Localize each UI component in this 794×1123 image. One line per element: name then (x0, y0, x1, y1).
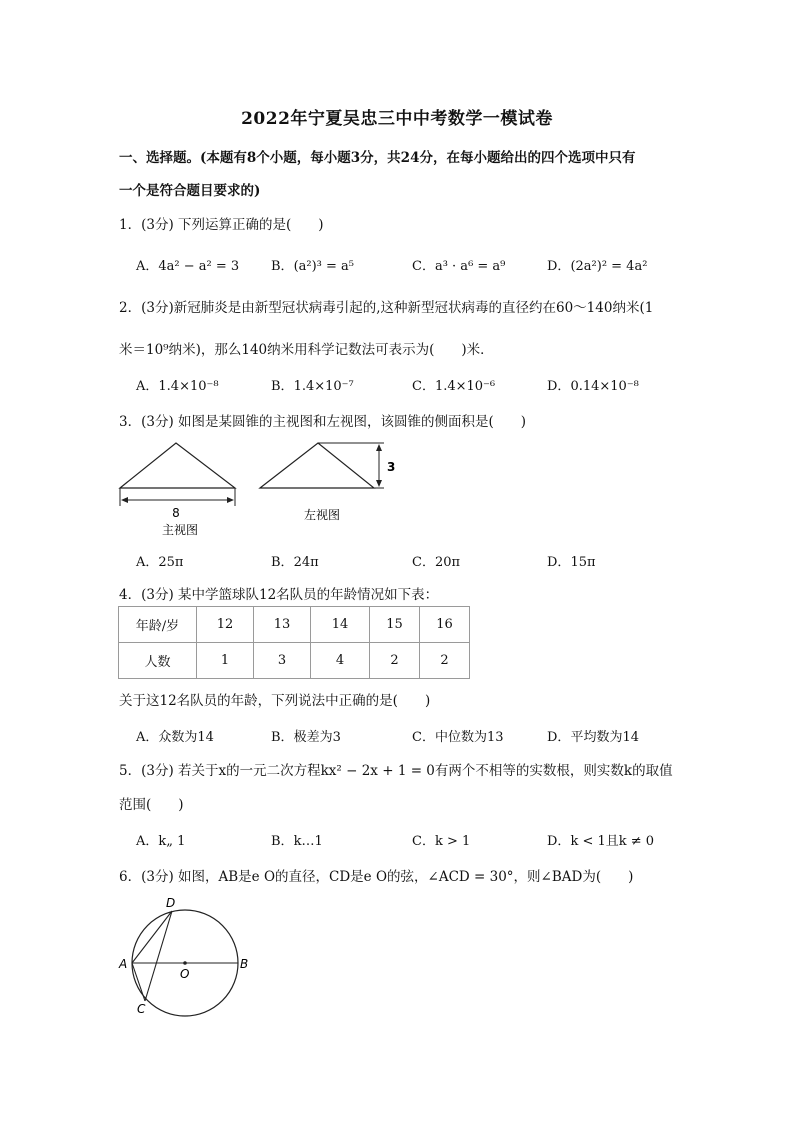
option-text: 15π (570, 555, 596, 570)
q1-option-a[interactable] (136, 255, 239, 274)
page-title: 2022年宁夏吴忠三中中考数学一模试卷 (241, 109, 553, 129)
circle-figure (112, 892, 262, 1018)
option-text: 1.4×10⁻⁷ (293, 379, 354, 394)
option-text: 1.4×10⁻⁸ (158, 379, 219, 394)
table-cell: 12 (197, 607, 254, 643)
q2-stem-line1: 2．(3分)新冠肺炎是由新型冠状病毒引起的,这种新型冠状病毒的直径约在60～140纳米(1 (119, 300, 654, 316)
q4-option-a[interactable] (136, 726, 214, 745)
option-label: B． (271, 379, 294, 394)
option-label: A． (136, 379, 159, 394)
q6-stem: 6．(3分) 如图，AB是e O的直径，CD是e O的弦，∠ACD = 30°，则∠BAD为( ) (119, 869, 634, 885)
option-text: 24π (293, 555, 319, 570)
q3-option-c[interactable] (412, 551, 460, 570)
option-label: C． (412, 730, 435, 745)
option-text: a³ · a⁶ = a⁹ (434, 259, 506, 274)
option-label: B． (271, 730, 294, 745)
option-text: (2a²)² = 4a² (570, 259, 648, 274)
age-table (118, 606, 470, 679)
option-label: A． (136, 555, 159, 570)
option-label: D． (547, 555, 571, 570)
left-view-triangle (260, 443, 374, 488)
option-label: C． (412, 555, 435, 570)
q3-option-b[interactable] (271, 551, 319, 570)
option-text: k < 1且k ≠ 0 (570, 834, 655, 849)
q1-option-b[interactable] (271, 255, 354, 274)
option-text: k…1 (293, 834, 323, 849)
q2-option-c[interactable] (412, 375, 495, 394)
option-text: k > 1 (434, 834, 471, 849)
option-label: C． (412, 259, 435, 274)
arrow-left-icon (121, 497, 128, 503)
option-label: D． (547, 834, 571, 849)
q2-stem-line2: 米＝10⁹纳米)，那么140纳米用科学记数法可表示为( )米． (119, 342, 494, 358)
section-heading-line1: 一、选择题。(本题有8个小题，每小题3分，共24分，在每小题给出的四个选项中只有 (119, 150, 636, 166)
option-text: 众数为14 (158, 730, 214, 745)
q5-stem-line1: 5．(3分) 若关于x的一元二次方程kx² − 2x + 1 = 0有两个不相等的实数根，则实数k的取值 (119, 763, 673, 779)
option-text: 中位数为13 (434, 730, 504, 745)
chord-ad (132, 911, 172, 963)
option-label: A． (136, 834, 159, 849)
option-text: (a²)³ = a⁵ (293, 259, 354, 274)
table-row (119, 643, 470, 679)
front-view-dimension: 8 (172, 506, 180, 520)
option-text: 0.14×10⁻⁸ (570, 379, 639, 394)
option-label: A． (136, 259, 159, 274)
table-cell: 16 (420, 607, 470, 643)
left-view-dimension: 3 (387, 460, 396, 474)
table-row (119, 607, 470, 643)
q1-option-d[interactable] (547, 255, 647, 274)
q3-option-a[interactable] (136, 551, 183, 570)
cone-views-figure (110, 438, 400, 540)
chord-ac (132, 963, 145, 1001)
arrow-up-icon (376, 444, 382, 451)
q4-option-c[interactable] (412, 726, 504, 745)
table-cell: 1 (197, 643, 254, 679)
option-label: C． (412, 834, 435, 849)
option-text: 极差为3 (293, 730, 341, 745)
q3-stem: 3．(3分) 如图是某圆锥的主视图和左视图，该圆锥的侧面积是( ) (119, 414, 527, 430)
q1-stem: 1．(3分) 下列运算正确的是( ) (119, 217, 324, 233)
q5-stem-line2: 范围( ) (119, 797, 184, 813)
front-view-triangle (120, 443, 235, 488)
table-cell: 年龄/岁 (119, 607, 197, 643)
q4-stem-question: 关于这12名队员的年龄，下列说法中正确的是( ) (119, 693, 431, 709)
q2-option-b[interactable] (271, 375, 354, 394)
option-label: D． (547, 259, 571, 274)
label-b: B (240, 957, 249, 971)
q4-option-b[interactable] (271, 726, 341, 745)
table-cell: 13 (254, 607, 311, 643)
center-point (183, 961, 187, 965)
label-a: A (119, 957, 128, 971)
arrow-down-icon (376, 480, 382, 487)
table-cell: 14 (311, 607, 370, 643)
label-o: O (180, 967, 190, 981)
q4-option-d[interactable] (547, 726, 639, 745)
option-label: B． (271, 834, 294, 849)
option-text: 4a² − a² = 3 (158, 259, 240, 274)
label-c: C (137, 1002, 146, 1016)
option-label: A． (136, 730, 159, 745)
option-label: B． (271, 555, 294, 570)
option-text: k„ 1 (158, 834, 186, 849)
arrow-right-icon (227, 497, 234, 503)
table-cell: 2 (370, 643, 420, 679)
q2-option-d[interactable] (547, 375, 639, 394)
label-d: D (166, 896, 176, 910)
table-cell: 4 (311, 643, 370, 679)
option-label: D． (547, 379, 571, 394)
left-view-caption: 左视图 (303, 508, 341, 522)
q2-option-a[interactable] (136, 375, 219, 394)
option-text: 20π (434, 555, 461, 570)
q5-option-b[interactable] (271, 830, 323, 849)
section-heading-line2: 一个是符合题目要求的) (119, 183, 261, 199)
option-text: 25π (158, 555, 184, 570)
option-text: 平均数为14 (570, 730, 639, 745)
q5-option-d[interactable] (547, 830, 654, 849)
table-cell: 15 (370, 607, 420, 643)
q5-option-c[interactable] (412, 830, 470, 849)
front-view-caption: 主视图 (161, 523, 199, 537)
q1-option-c[interactable] (412, 255, 505, 274)
option-label: C． (412, 379, 435, 394)
q4-stem: 4．(3分) 某中学篮球队12名队员的年龄情况如下表： (119, 587, 439, 603)
option-label: B． (271, 259, 294, 274)
table-cell: 2 (420, 643, 470, 679)
q3-option-d[interactable] (547, 551, 596, 570)
table-cell: 人数 (119, 643, 197, 679)
option-text: 1.4×10⁻⁶ (434, 379, 496, 394)
option-label: D． (547, 730, 571, 745)
table-cell: 3 (254, 643, 311, 679)
q5-option-a[interactable] (136, 830, 185, 849)
